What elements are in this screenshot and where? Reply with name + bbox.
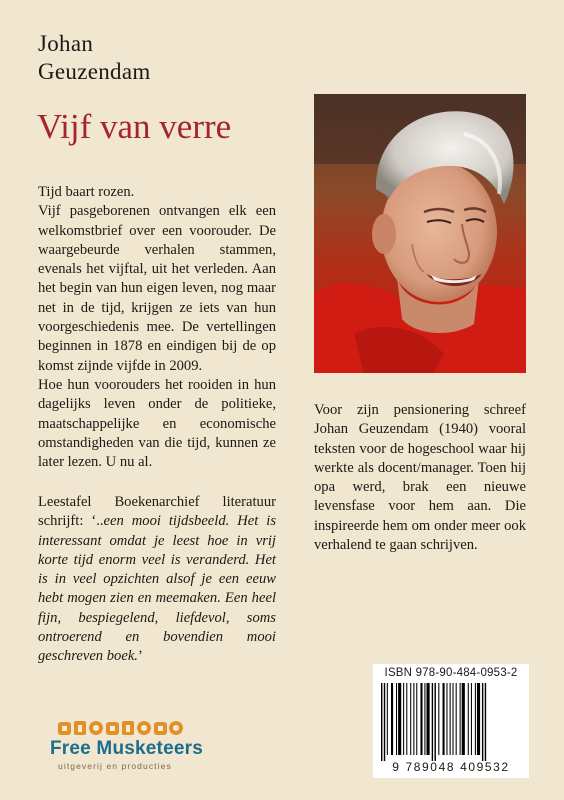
publisher-logo	[50, 718, 210, 778]
barcode-bars	[381, 683, 521, 761]
review-closing: ’	[137, 648, 143, 665]
blurb	[38, 183, 276, 472]
book-title: Vijf van verre	[37, 107, 232, 146]
blurb-paragraph: Hoe hun voorouders het rooiden in hun dagelijks leven onder de politieke, maatschappelijke en economische omstandigheden van die tijd, kunnen ze later lezen. U nu al.	[38, 376, 276, 471]
review-text	[38, 493, 276, 667]
author-first-name: Johan	[38, 31, 94, 56]
author-last-name: Geuzendam	[38, 59, 151, 84]
review-quote: een mooi tijdsbeeld. Het is interessant omdat je leest hoe in vrij korte tijd enorm veel is veranderd. Het is in veel opzichten alsof je een eeuw hebt mogen zien en meemaken. Een heel fijn, bespiegelend, liefdevol, soms ontroerend en bovendien mooi geschreven boek.	[38, 513, 276, 665]
review	[38, 493, 276, 667]
barcode-block	[373, 664, 529, 778]
ean-number: 9 789048 409532	[392, 760, 510, 774]
blurb-paragraph: Tijd baart rozen.	[38, 184, 135, 200]
blurb-paragraph: Vijf pasgeborenen ontvangen elk een welkomstbrief over een voorouder. De waargebeurde verhalen stammen, evenals het vijftal, uit het verleden. Aan het begin van hun eigen leven, nog maar net in de tijd, krijgen ze iets van hun voorgeschiedenis mee. De vertellingen beginnen in 1878 en eindigen bij de op komst zijnde vijfde in 2009.	[38, 203, 276, 374]
publisher-name: Free Musketeers	[50, 738, 203, 759]
isbn-label: ISBN 978-90-484-0953-2	[384, 667, 518, 679]
publisher-icons	[56, 718, 186, 738]
review-intro: Leestafel Boekenarchief literatuur schrijft: ‘..	[38, 494, 276, 530]
author-bio	[314, 401, 526, 555]
author-photo-image	[314, 94, 526, 373]
bio-text: Voor zijn pensionering schreef Johan Geuzendam (1940) vooral teksten voor de hogeschool waar hij werkte als docent/manager. Toen hij opa werd, brak een nieuwe levensfase voor hem aan. Die inspireerde hem om onder meer ook verhalend te gaan schrijven.	[314, 402, 526, 554]
publisher-tagline: uitgeverij en producties	[58, 761, 172, 771]
author-photo	[314, 94, 526, 373]
author-name	[38, 30, 151, 86]
